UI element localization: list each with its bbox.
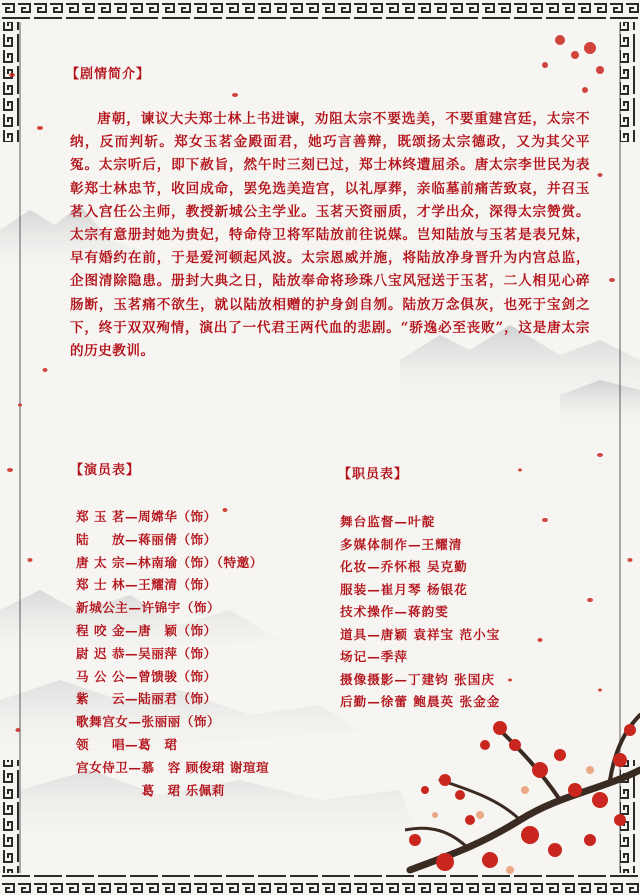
list-item: 郑 士 林—王耀清（饰） [76, 577, 217, 593]
list-item: 领 唱—葛 珺 [76, 736, 178, 752]
list-item: 紫 云—陆丽君（饰） [76, 691, 217, 707]
list-item: 马 公 公—曾馈骏（饰） [76, 668, 217, 684]
list-item: 服装—崔月琴 杨银花 [340, 581, 468, 597]
list-item: 程 咬 金—唐 颖（饰） [76, 622, 217, 638]
list-item: 新城公主—许锦宇（饰） [76, 600, 221, 616]
list-item: 唐 太 宗—林南瑜（饰）（特邀） [76, 554, 263, 570]
list-item: 尉 迟 恭—吴丽萍（饰） [76, 645, 217, 661]
list-item: 后勤—徐蕾 鲍晨英 张金金 [340, 694, 501, 709]
list-item: 化妆—乔怀根 吴克勤 [340, 559, 468, 574]
list-item: 葛 珺 乐佩莉 [76, 782, 225, 798]
list-item: 多媒体制作—王耀清 [340, 536, 463, 552]
plum-blossom-branch [405, 715, 640, 874]
list-item: 郑 玉 茗—周嫦华（饰） [76, 509, 217, 524]
staff-list [340, 511, 500, 714]
list-item: 宫女侍卫—慕 容 顾俊珺 谢瑄瑄 [76, 759, 270, 775]
plum-blossom-top-right [542, 35, 604, 93]
list-item: 摄像摄影—丁建钧 张国庆 [340, 671, 495, 687]
synopsis-heading: 【剧情简介】 [66, 67, 151, 82]
list-item: 技术操作—蒋韵雯 [340, 604, 449, 619]
list-item: 陆 放—蒋丽倩（饰） [76, 531, 217, 547]
cast-heading: 【演员表】 [70, 463, 141, 478]
staff-heading: 【职员表】 [338, 467, 409, 482]
synopsis-text: 唐朝，谏议大夫郑士林上书进谏，劝阻太宗不要选美，不要重建宫廷，太宗不纳，反而判斩。郑女玉茗金殿面君，她巧言善辩，既颂扬太宗德政，又为其父平冤。太宗听后，即下赦旨，然午时三刻已过，郑士林终遭屈杀。唐太宗李世民为表彰郑士林忠节，收回成命，罢免选美造宫，以礼厚葬，亲临墓前痛苦致哀，并召玉茗入宫任公主师，教授新城公主学业。玉茗天资丽质，才学出众，深得太宗赞赏。太宗有意册封她为贵妃，特命侍卫将军陆放前往说媒。岂知陆放与玉茗是表兄妹，早有婚约在前，于是爱河顿起风波。太宗恩威并施，将陆放净身晋升为内宫总监，企图清除隐患。册封大典之日，陆放奉命将珍珠八宝风冠送于玉茗，二人相见心碎肠断，玉茗痛不欲生，就以陆放相赠的护身剑自刎。陆放万念俱灰，也死于宝剑之下，终于双双殉情，演出了一代君王两代血的悲剧。“骄逸必至丧败”，这是唐太宗的历史教训。 [70, 111, 590, 360]
list-item: 歌舞宫女—张丽丽（饰） [76, 714, 221, 730]
list-item: 舞台监督—叶靛 [340, 514, 436, 529]
list-item: 场记—季萍 [340, 649, 408, 664]
cast-list [76, 506, 269, 802]
list-item: 道具—唐颖 袁祥宝 范小宝 [340, 626, 501, 642]
